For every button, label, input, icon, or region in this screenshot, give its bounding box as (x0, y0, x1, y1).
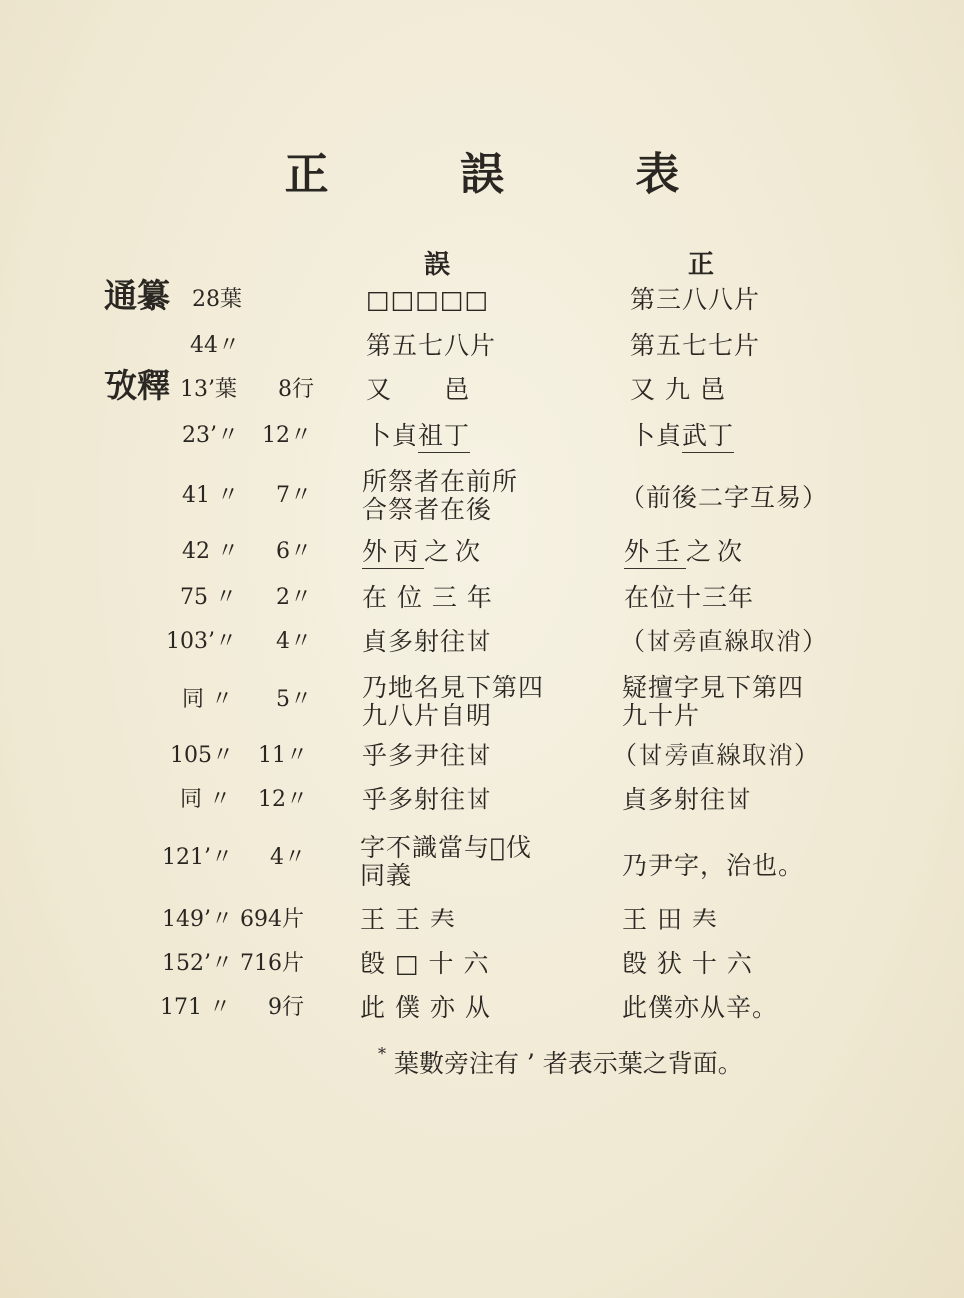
right-text: （前後二字互易） (620, 483, 829, 512)
line-ref: 2〃 (276, 585, 312, 610)
wrong-text: 在 位 三 年 (362, 583, 493, 612)
line-ref: 694片 (240, 907, 304, 932)
line-ref: 4〃 (276, 629, 312, 654)
line-ref: 5〃 (276, 687, 312, 712)
wrong-text-prefix: 卜貞 (366, 421, 419, 450)
page-ref: 171 〃 (160, 995, 231, 1020)
right-text: 此僕亦从辛。 (622, 993, 779, 1022)
wrong-text: □□□□□ (366, 285, 490, 314)
right-text: （𠀠旁直線取消） (612, 741, 821, 770)
wrong-text-suffix: 之次 (424, 537, 487, 566)
line-ref: 11〃 (258, 743, 308, 768)
line-ref: 12〃 (258, 787, 308, 812)
page-ref: 41 〃 (182, 483, 239, 508)
wrong-text: 乎多射往𠀠 (362, 785, 493, 814)
page-title (0, 138, 964, 202)
page-ref: 75 〃 (180, 585, 237, 610)
right-text: 王 田 𡗗 (622, 905, 718, 934)
wrong-text-line-2: 九八片自明 (362, 701, 493, 730)
right-text-line-1: 疑擅字見下第四 (622, 673, 805, 702)
right-text: 乃尹字，治也。 (622, 851, 805, 880)
wrong-text-line-2: 同義 (360, 861, 413, 890)
page-ref: 44〃 (190, 333, 240, 358)
wrong-text (366, 422, 470, 450)
title-char-2: 誤 (460, 149, 504, 200)
page-ref: 121’〃 (162, 845, 233, 870)
right-text: 在位十三年 (624, 583, 755, 612)
right-text: 貞多射往𠀠 (622, 785, 753, 814)
wrong-text (362, 538, 486, 566)
column-header-wrong: 誤 (424, 250, 451, 280)
right-text-underlined: 武丁 (682, 421, 734, 453)
title-char-3: 表 (635, 149, 680, 200)
line-ref: 716片 (240, 951, 304, 976)
wrong-text-line-1: 字不識當与𦎫伐 (360, 833, 533, 862)
line-ref: 4〃 (270, 845, 306, 870)
wrong-text: 乎多尹往𠀠 (362, 741, 493, 770)
page-ref: 同 〃 (182, 687, 233, 712)
right-text: 又 九 邑 (630, 375, 726, 404)
page-ref: 105〃 (170, 743, 234, 768)
page-ref: 42 〃 (182, 539, 239, 564)
right-text-line-2: 九十片 (622, 701, 701, 730)
page-ref: 同 〃 (180, 787, 231, 812)
footnote-text: 葉數旁注有 ’ 者表示葉之背面。 (393, 1049, 743, 1078)
page-ref: 23’〃 (182, 423, 239, 448)
wrong-text: 第五七八片 (366, 331, 497, 360)
wrong-text: 𣪘 □ 十 六 (360, 949, 490, 978)
page-ref: 28葉 (192, 287, 242, 312)
line-ref: 9行 (268, 995, 304, 1020)
right-text (630, 422, 734, 450)
wrong-text-line-2: 合祭者在後 (362, 495, 493, 524)
right-text-underlined: 外壬 (624, 537, 686, 569)
right-text: （𠀠旁直線取消） (620, 627, 829, 656)
title-char-1: 正 (284, 149, 329, 200)
right-text: 𣪘 犾 十 六 (622, 949, 753, 978)
page-ref: 13’葉 (180, 377, 237, 402)
line-ref: 12〃 (262, 423, 312, 448)
right-text-suffix: 之次 (686, 537, 749, 566)
line-ref: 7〃 (276, 483, 312, 508)
wrong-text: 又 邑 (366, 375, 471, 404)
wrong-text-underlined: 外丙 (362, 537, 424, 569)
page-ref: 152’〃 (162, 951, 233, 976)
wrong-text: 此 僕 亦 从 (360, 993, 491, 1022)
wrong-text-underlined: 祖丁 (418, 421, 470, 453)
wrong-text: 貞多射往𠀠 (362, 627, 493, 656)
line-ref: 6〃 (276, 539, 312, 564)
right-text-prefix: 卜貞 (630, 421, 683, 450)
footnote (378, 1044, 743, 1080)
wrong-text: 王 王 𡗗 (360, 905, 456, 934)
right-text: 第三八八片 (630, 285, 761, 314)
work-name: 攷釋 (104, 366, 170, 405)
wrong-text-line-1: 所祭者在前所 (362, 467, 519, 496)
footnote-star: * (378, 1044, 386, 1063)
page-ref: 149’〃 (162, 907, 233, 932)
right-text (624, 538, 748, 566)
page-ref: 103’〃 (166, 629, 237, 654)
wrong-text-line-1: 乃地名見下第四 (362, 673, 545, 702)
work-name: 通纂 (104, 276, 170, 315)
column-header-right: 正 (688, 250, 715, 280)
right-text: 第五七七片 (630, 331, 761, 360)
line-ref: 8行 (278, 377, 314, 402)
